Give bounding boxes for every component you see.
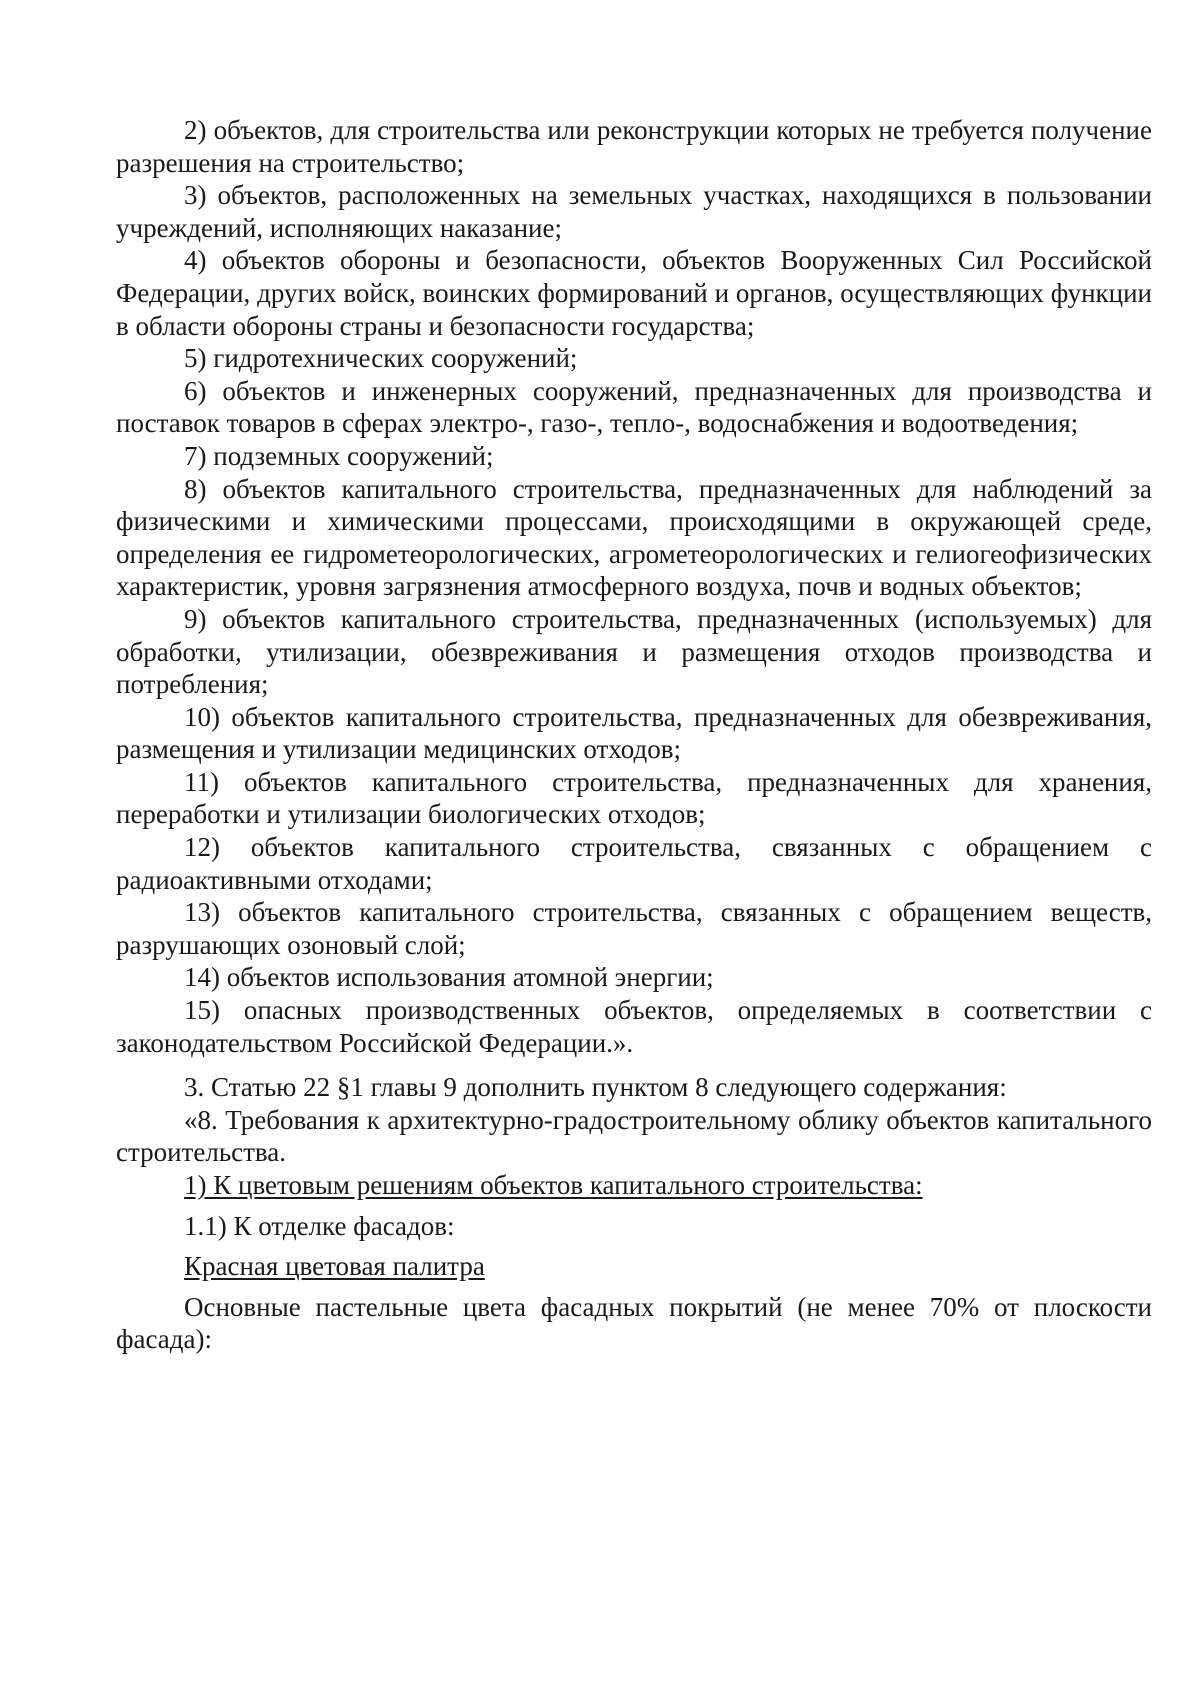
list-item-14: 14) объектов использования атомной энергии; xyxy=(184,962,714,993)
list-item-5: 5) гидротехнических сооружений; xyxy=(184,343,578,374)
list-item-2: 2) объектов, для строительства или реконструкции которых не требуется получение разрешения на строительство; xyxy=(116,115,1152,178)
main-colors-paragraph: Основные пастельные цвета фасадных покрытий (не менее 70% от плоскости фасада): xyxy=(116,1291,1152,1355)
list-item-8: 8) объектов капитального строительства, предназначенных для наблюдений за физическими и химическими процессами, происходящими в окружающей среде, определения ее гидрометеорологических, агрометеорологических и гелиогеофизических характеристик, уровня загрязнения атмосферного воздуха, почв и водных объектов; xyxy=(116,473,1152,602)
point-8-paragraph: «8. Требования к архитектурно-градостроительному облику объектов капитального строительства. xyxy=(116,1104,1152,1168)
list-item-4: 4) объектов обороны и безопасности, объектов Вооруженных Сил Российской Федерации, других войск, воинских формирований и органов, осуществляющих функции в области обороны страны и безопасности государства; xyxy=(116,245,1152,341)
facade-finishing-heading: 1.1) К отделке фасадов: xyxy=(184,1210,455,1241)
list-item-11: 11) объектов капитального строительства, предназначенных для хранения, переработки и утилизации биологических отходов; xyxy=(116,766,1152,830)
list-item-3: 3) объектов, расположенных на земельных участках, находящихся в пользовании учреждений, исполняющих наказание; xyxy=(116,180,1152,243)
list-item-15: 15) опасных производственных объектов, определяемых в соответствии с законодательством Российской Федерации.». xyxy=(116,995,1152,1058)
amendment-paragraph: 3. Статью 22 §1 главы 9 дополнить пунктом 8 следующего содержания: xyxy=(184,1072,1007,1103)
color-solutions-heading xyxy=(116,1169,1152,1202)
red-palette-heading-text: Красная цветовая палитра xyxy=(184,1251,485,1282)
list-item-13: 13) объектов капитального строительства, связанных с обращением веществ, разрушающих озоновый слой; xyxy=(116,897,1152,960)
list-item-10: 10) объектов капитального строительства, предназначенных для обезвреживания, размещения и утилизации медицинских отходов; xyxy=(116,701,1152,765)
list-item-9: 9) объектов капитального строительства, предназначенных (используемых) для обработки, утилизации, обезвреживания и размещения отходов производства и потребления; xyxy=(116,603,1152,700)
document-page xyxy=(116,114,1152,1356)
list-item-6: 6) объектов и инженерных сооружений, предназначенных для производства и поставок товаров в сферах электро-, газо-, тепло-, водоснабжения и водоотведения; xyxy=(116,375,1152,439)
color-solutions-heading-text: 1) К цветовым решениям объектов капитального строительства: xyxy=(184,1170,923,1200)
list-item-12: 12) объектов капитального строительства, связанных с обращением с радиоактивными отходами; xyxy=(116,832,1152,895)
list-item-7: 7) подземных сооружений; xyxy=(184,440,494,471)
red-palette-heading xyxy=(116,1250,1152,1283)
